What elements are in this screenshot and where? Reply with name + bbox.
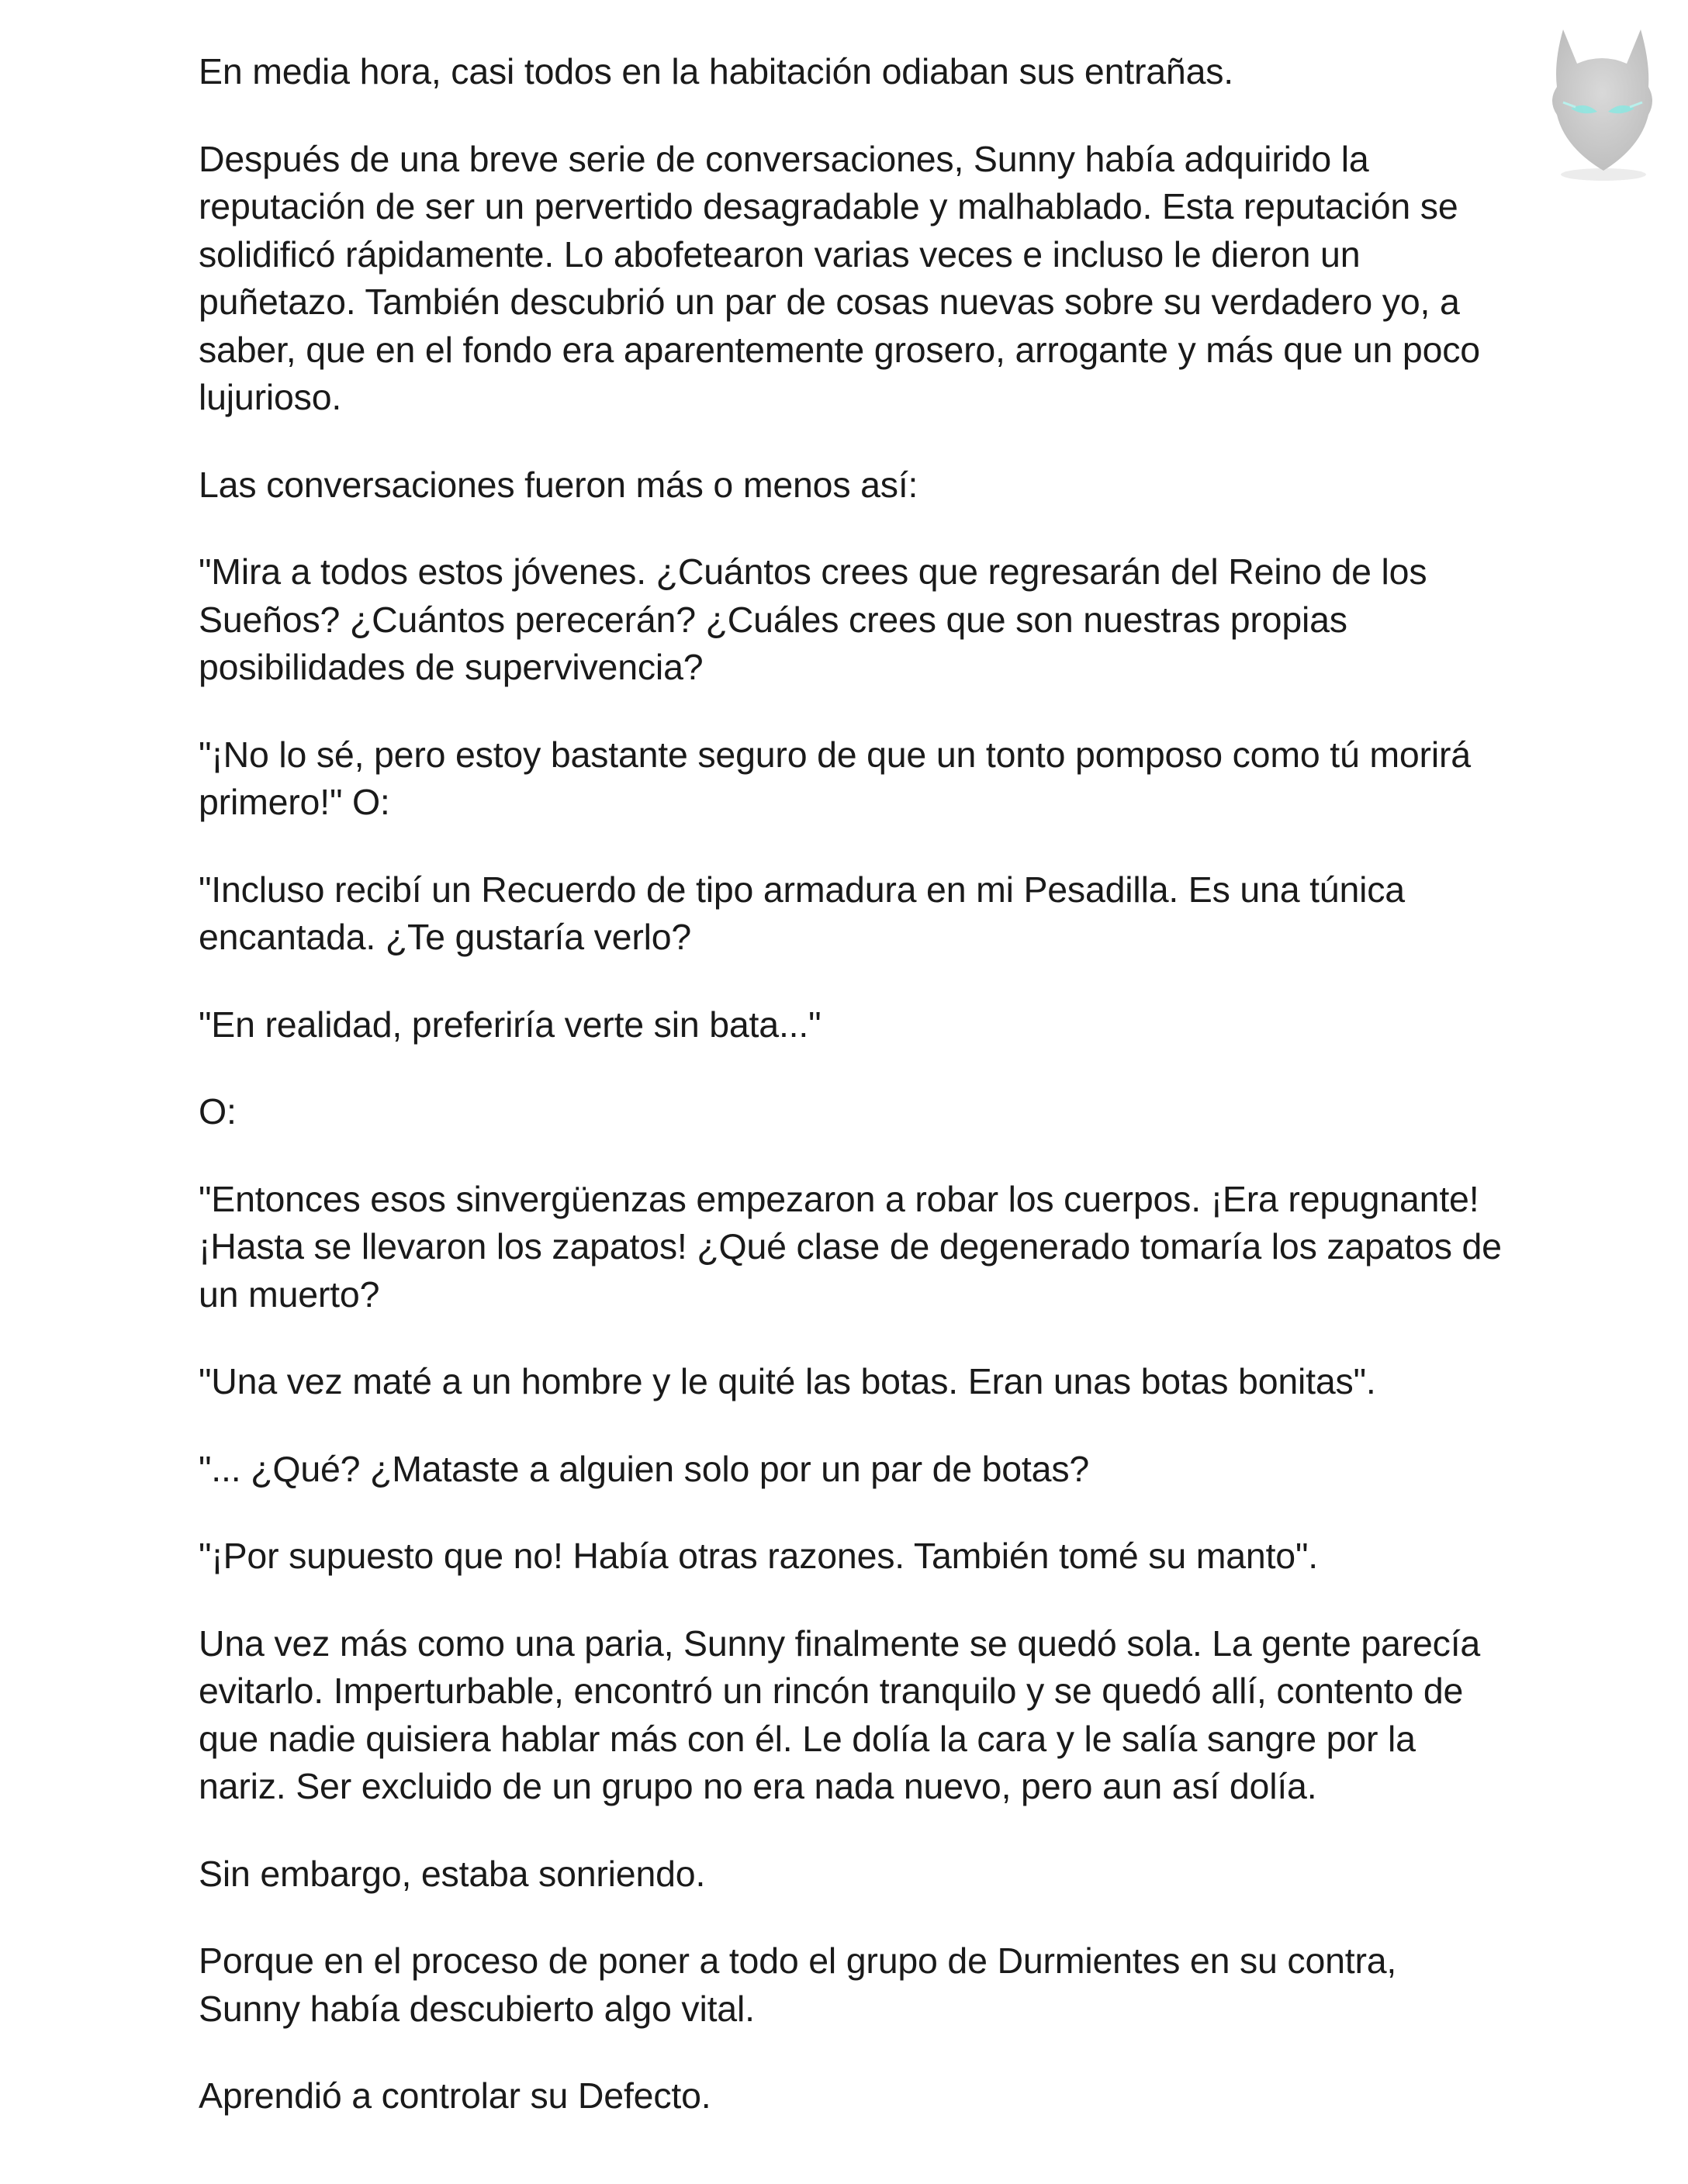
demon-head-icon — [1532, 16, 1672, 186]
document-body — [199, 48, 1502, 2160]
paragraph: Aprendió a controlar su Defecto. — [199, 2075, 711, 2116]
paragraph: En media hora, casi todos en la habitación odiaban sus entrañas. — [199, 51, 1233, 92]
paragraph: Sin embargo, estaba sonriendo. — [199, 1853, 706, 1894]
paragraph: "En realidad, preferiría verte sin bata..." — [199, 1004, 822, 1045]
paragraph: Las conversaciones fueron más o menos así: — [199, 464, 918, 505]
paragraph: "¡No lo sé, pero estoy bastante seguro de que un tonto pomposo como tú morirá primero!" O: — [199, 734, 1471, 822]
logo-head-shape — [1552, 29, 1652, 171]
paragraph: "Incluso recibí un Recuerdo de tipo armadura en mi Pesadilla. Es una túnica encantada. ¿Te gustaría verlo? — [199, 869, 1405, 957]
paragraph: "Entonces esos sinvergüenzas empezaron a robar los cuerpos. ¡Era repugnante! ¡Hasta se llevaron los zapatos! ¿Qué clase de degenerado tomaría los zapatos de un muerto? — [199, 1178, 1502, 1315]
paragraph: Después de una breve serie de conversaciones, Sunny había adquirido la reputación de ser un pervertido desagradable y malhablado. Esta reputación se solidificó rápidamente. Lo abofetearon varias veces e incluso le dieron un puñetazo. También descubrió un par de cosas nuevas sobre su verdadero yo, a saber, que en el fondo era aparentemente grosero, arrogante y más que un poco lujurioso. — [199, 138, 1480, 417]
paragraph: "¡Por supuesto que no! Había otras razones. También tomé su manto". — [199, 1536, 1318, 1576]
paragraph: "... ¿Qué? ¿Mataste a alguien solo por un par de botas? — [199, 1448, 1090, 1489]
paragraph: "Mira a todos estos jóvenes. ¿Cuántos crees que regresarán del Reino de los Sueños? ¿Cuántos perecerán? ¿Cuáles crees que son nuestras propias posibilidades de supervivencia? — [199, 551, 1427, 687]
paragraph: Porque en el proceso de poner a todo el grupo de Durmientes en su contra, Sunny había descubierto algo vital. — [199, 1940, 1397, 2029]
paragraph: O: — [199, 1091, 237, 1132]
paragraph: Una vez más como una paria, Sunny finalmente se quedó sola. La gente parecía evitarlo. Imperturbable, encontró un rincón tranquilo y se quedó allí, contento de que nadie quisiera hablar más con él. Le dolía la cara y le salía sangre por la nariz. Ser excluido de un grupo no era nada nuevo, pero aun así dolía. — [199, 1622, 1481, 1806]
paragraph: "Una vez maté a un hombre y le quité las botas. Eran unas botas bonitas". — [199, 1361, 1376, 1401]
